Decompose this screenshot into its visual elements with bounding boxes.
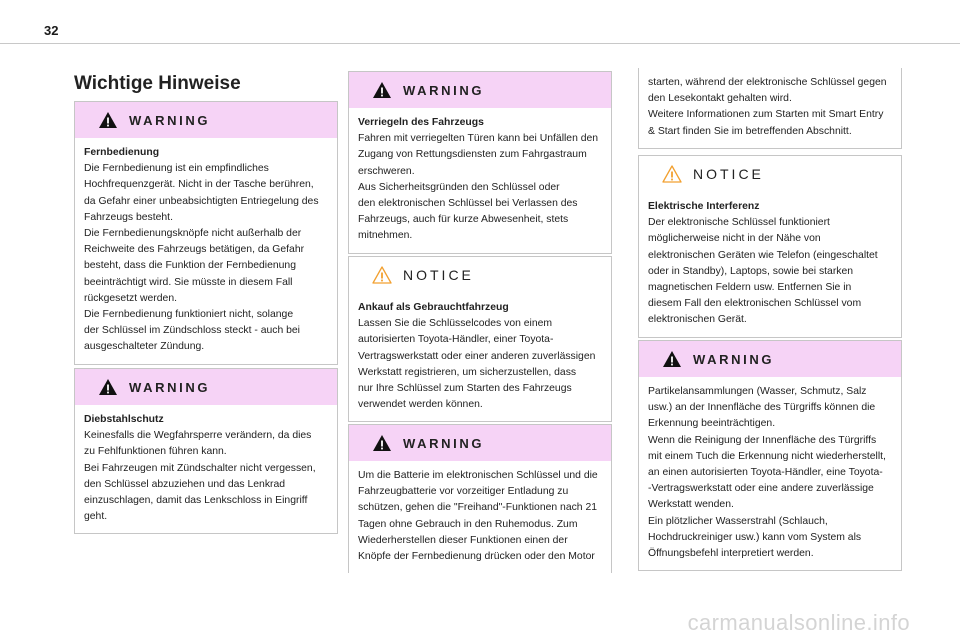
text-line: beeinträchtigt wird. Sie müsste in diesem Fall	[84, 276, 293, 288]
text-line: Hochfrequenzgerät. Nicht in der Tasche berühren,	[84, 179, 314, 191]
text-line: Der elektronische Schlüssel funktioniert	[648, 217, 830, 229]
warning-header	[75, 102, 337, 138]
warning-box-particles	[638, 340, 902, 571]
text-line: nur Ihre Schlüssel zum Starten des Fahrzeugs	[358, 383, 572, 395]
warning-triangle-icon	[662, 350, 682, 368]
text-line: -Vertragswerkstatt oder eine andere zuverlässige	[648, 483, 874, 495]
text-line: usw.) an der Innenfläche des Türgriffs können die	[648, 402, 876, 414]
warning-box-remote	[74, 101, 338, 365]
text-line: elektronischen Geräten wie Telefon (eingeschaltet	[648, 249, 878, 261]
notice-triangle-icon	[372, 266, 392, 284]
text-line: Tagen ohne Gebrauch in den Ruhemodus. Zum	[358, 518, 578, 530]
text-line: den Lesekontakt gehalten wird.	[648, 93, 792, 105]
box-heading: Ankauf als Gebrauchtfahrzeug	[358, 302, 509, 313]
text-line: Zugang von Rettungsdiensten zum Fahrgastraum	[358, 149, 587, 161]
text-line: Partikelansammlungen (Wasser, Schmutz, Salz	[648, 386, 867, 397]
box-body	[349, 461, 611, 573]
text-line: besteht, dass die Funktion der Fernbedienung	[84, 260, 296, 272]
notice-box-interference	[638, 155, 902, 338]
warning-label: WARNING	[403, 83, 485, 98]
text-line: & Start finden Sie im betreffenden Abschnitt.	[648, 125, 852, 137]
box-heading: Verriegeln des Fahrzeugs	[358, 117, 484, 128]
text-line: schützen, gehen die "Freihand"-Funktionen nach 21	[358, 502, 598, 514]
warning-header	[349, 72, 611, 108]
text-line: Reichweite des Fahrzeugs betätigen, da Gefahr	[84, 244, 305, 256]
text-line: rückgesetzt werden.	[84, 292, 177, 304]
text-line: diesem Fall den elektronischen Schlüssel vom	[648, 298, 862, 310]
warning-box-locking	[348, 71, 612, 254]
box-heading: Fernbedienung	[84, 147, 160, 158]
page-number: 32	[44, 23, 59, 38]
text-line: ausgeschalteter Zündung.	[84, 341, 205, 353]
text-line: Fahrzeugs, auch für kurze Abwesenheit, stets	[358, 214, 569, 226]
warning-triangle-icon	[98, 111, 118, 129]
text-line: der Schlüssel im Zündschloss steckt - auch bei	[84, 325, 300, 337]
box-body	[75, 405, 337, 533]
text-line: einzuschlagen, damit das Lenkschloss in Eingriff	[84, 495, 308, 507]
text-line: Fahren mit verriegelten Türen kann bei Unfällen den	[358, 133, 599, 145]
warning-box-theft	[74, 368, 338, 534]
notice-box-used-car	[348, 256, 612, 422]
text-line: den Schlüssel abzuziehen und das Lenkrad	[84, 478, 286, 490]
text-line: an einen autorisierten Toyota-Händler, eine Toyota-	[648, 467, 883, 479]
text-line: Um die Batterie im elektronischen Schlüssel und die	[358, 470, 598, 481]
section-title: Wichtige Hinweise	[74, 73, 241, 94]
watermark: carmanualsonline.info	[687, 610, 910, 635]
text-line: mitnehmen.	[358, 230, 413, 242]
warning-label: WARNING	[129, 113, 211, 128]
text-line: oder in Standby), Laptops, sowie bei starken	[648, 265, 854, 277]
text-line: magnetischen Feldern usw. Entfernen Sie in	[648, 282, 852, 294]
text-line: starten, während der elektronische Schlüssel gegen	[648, 77, 887, 88]
text-line: Knöpfe der Fernbedienung drücken oder den Motor	[358, 551, 595, 563]
box-body	[75, 138, 337, 364]
text-line: autorisierten Toyota-Händler, einer Toyota-	[358, 334, 554, 346]
text-line: Fahrzeugbatterie vor vorzeitiger Entladung zu	[358, 486, 569, 498]
notice-header	[349, 257, 611, 293]
text-line: den elektronischen Schlüssel bei Verlassen des	[358, 198, 578, 210]
box-heading: Elektrische Interferenz	[648, 201, 760, 212]
text-line: Wiederherstellen dieser Funktionen einen der	[358, 534, 568, 546]
text-line: Ein plötzlicher Wasserstrahl (Schlauch,	[648, 515, 828, 527]
text-line: Bei Fahrzeugen mit Zündschalter nicht vergessen,	[84, 462, 316, 474]
warning-header	[75, 369, 337, 405]
text-line: Keinesfalls die Wegfahrsperre verändern, da dies	[84, 430, 312, 442]
text-line: Werkstatt wenden.	[648, 499, 734, 511]
warning-label: WARNING	[403, 436, 485, 451]
notice-header	[639, 156, 901, 192]
box-body	[639, 68, 901, 148]
text-line: Wenn die Reinigung der Innenfläche des Türgriffs	[648, 434, 877, 446]
warning-triangle-icon	[372, 434, 392, 452]
notice-label: NOTICE	[403, 267, 474, 283]
warning-header	[639, 341, 901, 377]
text-line: zu Fehlfunktionen führen kann.	[84, 446, 227, 458]
box-body	[639, 192, 901, 337]
text-line: verwendet werden können.	[358, 399, 483, 411]
text-line: Werkstatt registrieren, um sicherzustellen, dass	[358, 366, 577, 378]
text-line: mit einem Tuch die Erkennung nicht wiederherstellt,	[648, 450, 886, 462]
text-line: Erkennung beeinträchtigen.	[648, 418, 776, 430]
text-line: Hochdruckreiniger usw.) kann vom System als	[648, 531, 862, 543]
warning-header	[349, 425, 611, 461]
warning-box-battery-continued	[638, 68, 902, 149]
box-body	[639, 377, 901, 570]
warning-box-battery	[348, 424, 612, 573]
notice-triangle-icon	[662, 165, 682, 183]
text-line: Vertragswerkstatt oder einer anderen zuverlässigen	[358, 350, 596, 362]
text-line: geht.	[84, 511, 108, 523]
text-line: Lassen Sie die Schlüsselcodes von einem	[358, 318, 553, 330]
box-body	[349, 293, 611, 421]
text-line: Fahrzeugs besteht.	[84, 211, 173, 223]
text-line: Die Fernbedienung ist ein empfindliches	[84, 163, 269, 175]
warning-label: WARNING	[693, 352, 775, 367]
text-line: Aus Sicherheitsgründen den Schlüssel oder	[358, 181, 560, 193]
text-line: Öffnungsbefehl interpretiert werden.	[648, 548, 814, 560]
warning-label: WARNING	[129, 380, 211, 395]
warning-triangle-icon	[372, 81, 392, 99]
notice-label: NOTICE	[693, 166, 764, 182]
header-divider	[0, 43, 960, 44]
text-line: da Gefahr einer unbeabsichtigten Entriegelung des	[84, 195, 319, 207]
warning-triangle-icon	[98, 378, 118, 396]
text-line: möglicherweise nicht in der Nähe von	[648, 233, 821, 245]
text-line: erschweren.	[358, 165, 415, 177]
text-line: Weitere Informationen zum Starten mit Smart Entry	[648, 109, 884, 121]
text-line: Die Fernbedienungsknöpfe nicht außerhalb der	[84, 228, 302, 240]
text-line: Die Fernbedienung funktioniert nicht, solange	[84, 309, 294, 321]
box-body	[349, 108, 611, 253]
text-line: elektronischen Gerät.	[648, 314, 747, 326]
box-heading: Diebstahlschutz	[84, 414, 164, 425]
